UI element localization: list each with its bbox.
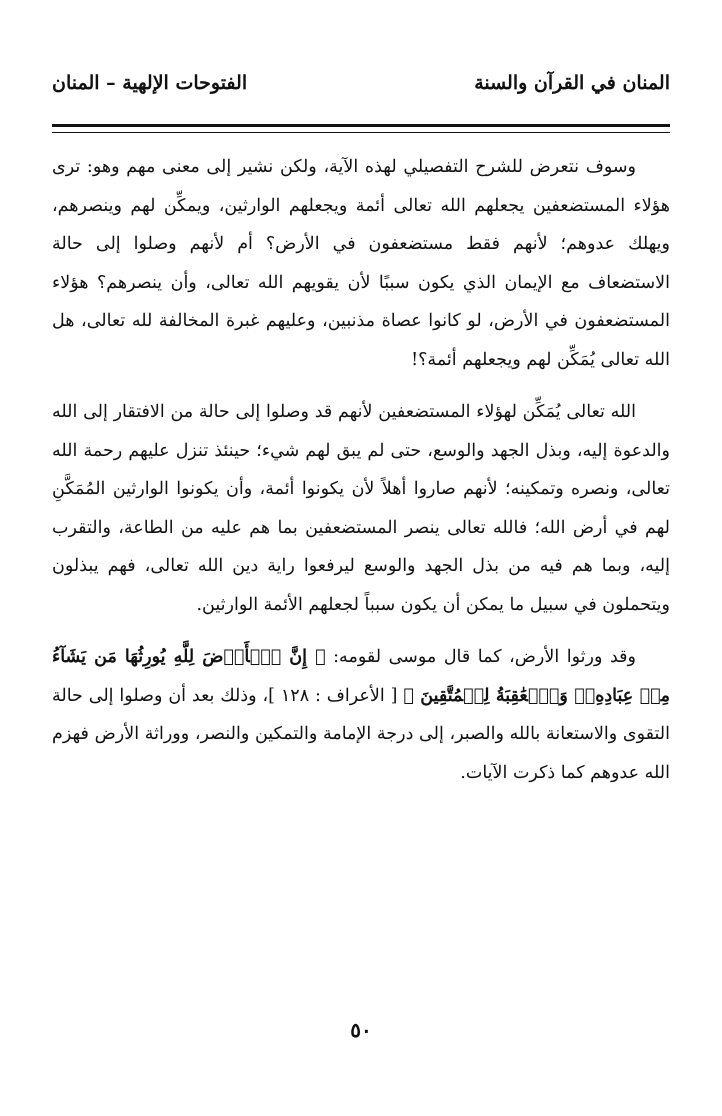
body-text (52, 148, 670, 806)
paragraph-3-rest: ، وذلك بعد أن وصلوا إلى حالة التقوى والاستعانة بالله والصبر، إلى درجة الإمامة والتمكين والنصر، ووراثة الأرض فهزم الله عدوهم كما ذكرت الآيات. (52, 685, 670, 783)
verse-citation: [ الأعراف : ١٢٨ ] (268, 685, 404, 706)
header-divider-thick (52, 124, 670, 127)
paragraph-3 (52, 638, 670, 792)
paragraph-1: وسوف نتعرض للشرح التفصيلي لهذه الآية، ولكن نشير إلى معنى مهم وهو: ترى هؤلاء المستضعفين يجعلهم الله تعالى أئمة ويجعلهم الوارثين، ويمكِّن لهم وينصرهم، ويهلك عدوهم؛ لأنهم فقط مستضعفون في الأرض؟ أم لأنهم وصلوا إلى حالة الاستضعاف مع الإيمان الذي يكون سببًا لأن يقويهم الله تعالى، وأن ينصرهم؟ هؤلاء المستضعفون في الأرض، لو كانوا عصاة مذنبين، وعليهم غبرة المخالفة لله تعالى، هل الله تعالى يُمَكِّن لهم ويجعلهم أئمة؟! (52, 157, 670, 370)
header-book-title: المنان في القرآن والسنة (474, 72, 670, 94)
quran-verse: ﴿ إِنَّ ٱلۡأَرۡضَ لِلَّهِ يُورِثُهَا مَن يَشَآءُ مِنۡ عِبَادِهِۦۖ وَٱلۡعَٰقِبَةُ لِلۡمُتَّقِينَ ﴾ (52, 647, 671, 706)
page-header (52, 68, 670, 108)
header-series-title: الفتوحات الإلهية – المنان (52, 72, 248, 94)
header-divider-thin (52, 132, 670, 133)
paragraph-2: الله تعالى يُمَكِّن لهؤلاء المستضعفين لأنهم قد وصلوا إلى حالة من الافتقار إلى الله والدعوة إليه، وبذل الجهد والوسع، حتى لم يبق لهم شيء؛ حينئذ تنزل عليهم رحمة الله تعالى، ونصره وتمكينه؛ لأنهم صاروا أهلاً لأن يكونوا أئمة، وأن يكونوا الوارثين المُمَكَّنِ لهم في أرض الله؛ فالله تعالى ينصر المستضعفين بما هم عليه من الطاعة، والتقرب إليه، وبما هم فيه من بذل الجهد والوسع ليرفعوا راية دين الله تعالى، فهم يبذلون ويتحملون في سبيل ما يمكن أن يكون سبباً لجعلهم الأئمة الوارثين. (52, 402, 670, 615)
paragraph-3-intro: وقد ورثوا الأرض، كما قال موسى لقومه: (325, 647, 636, 667)
page-number: ٥٠ (350, 1018, 372, 1042)
